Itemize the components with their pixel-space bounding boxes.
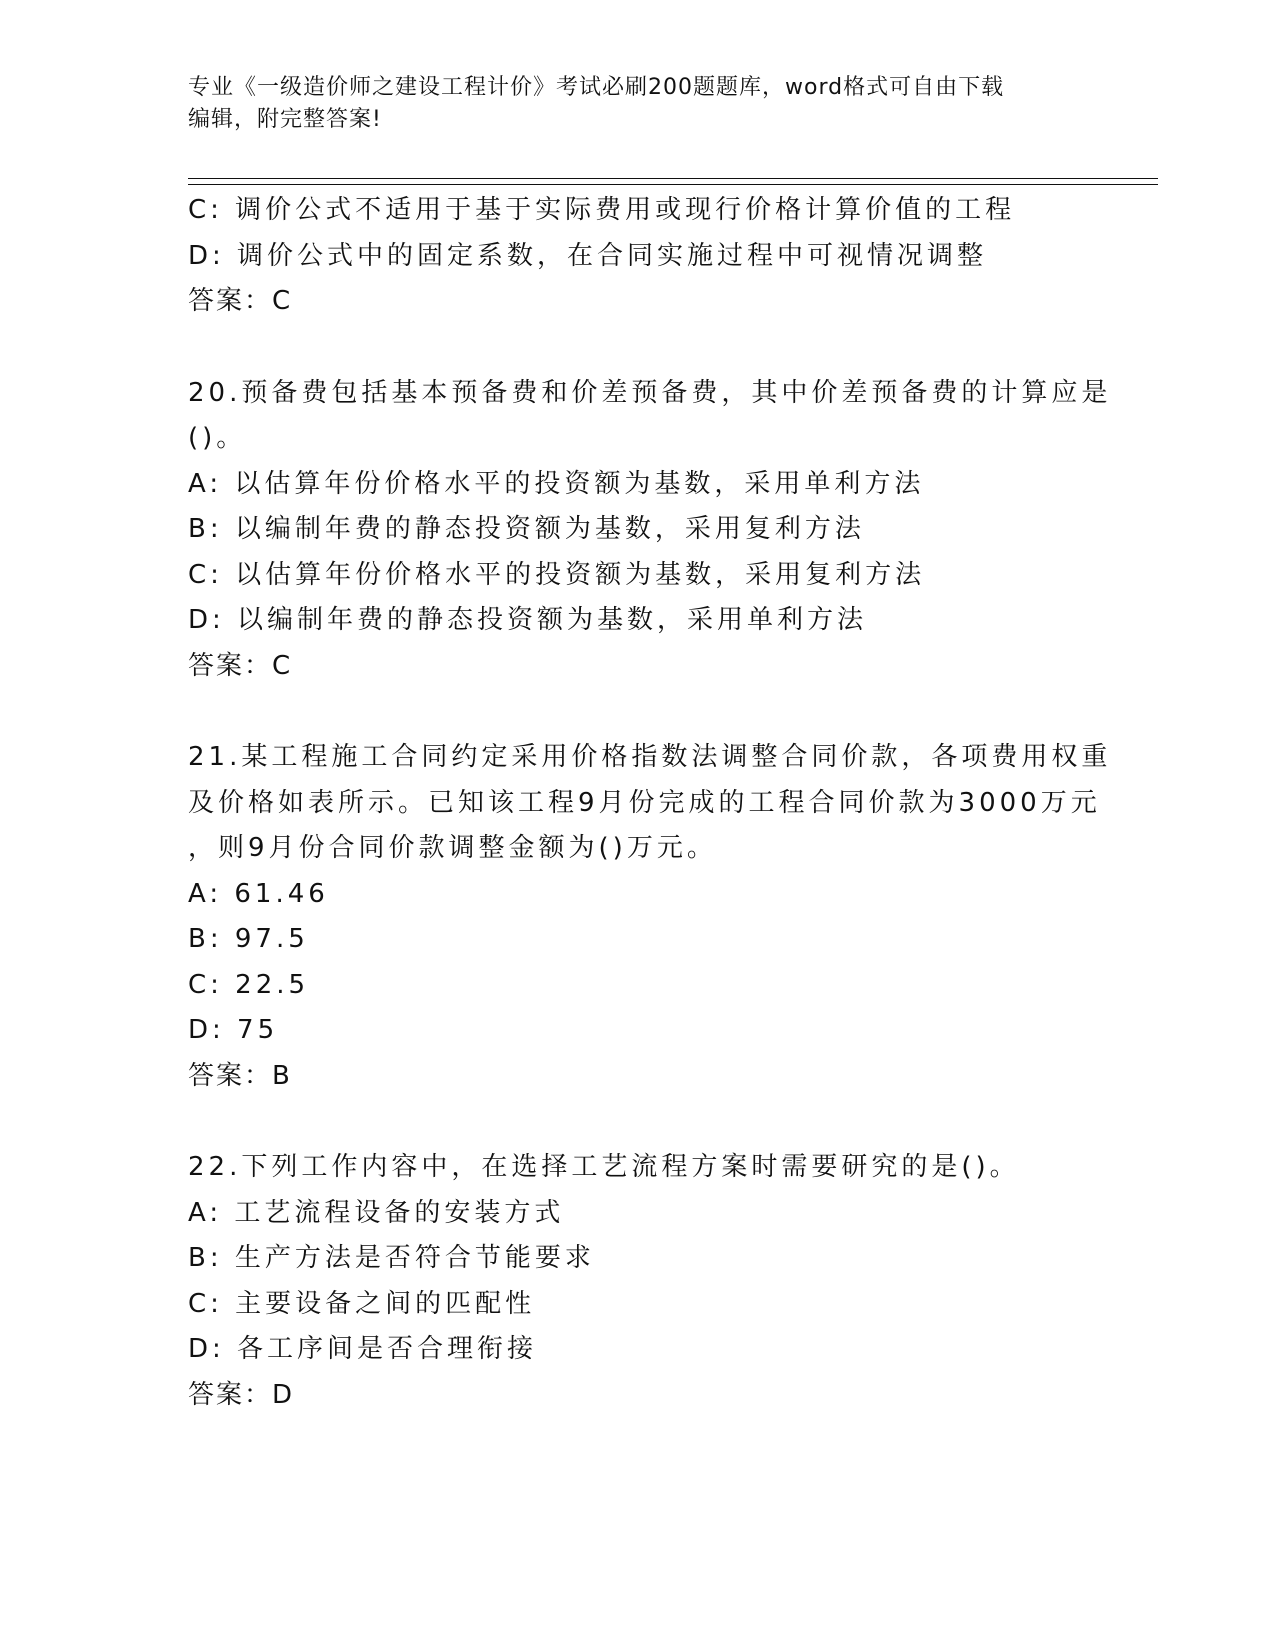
option-c: C: 主要设备之间的匹配性	[188, 1288, 536, 1319]
option-c: C: 以估算年份价格水平的投资额为基数，采用复利方法	[188, 559, 926, 590]
option-d: D: 75	[188, 1015, 279, 1045]
question-19-tail	[188, 188, 1088, 325]
option-b: B: 以编制年费的静态投资额为基数，采用复利方法	[188, 514, 865, 544]
question-20	[188, 371, 1112, 690]
option-d: D: 各工序间是否合理衔接	[188, 1334, 538, 1364]
stem-line: 20.预备费包括基本预备费和价差预备费，其中价差预备费的计算应是	[188, 377, 1112, 408]
question-stem	[188, 371, 1112, 462]
option-d: D: 调价公式中的固定系数，在合同实施过程中可视情况调整	[188, 240, 988, 271]
header-line-2: 编辑，附完整答案!	[188, 107, 382, 132]
spacer	[188, 689, 1088, 735]
stem-line: 21.某工程施工合同约定采用价格指数法调整合同价款，各项费用权重	[188, 742, 1112, 772]
spacer	[188, 325, 1088, 371]
option-c: C: 调价公式不适用于基于实际费用或现行价格计算价值的工程	[188, 195, 1016, 225]
option-a: A: 工艺流程设备的安装方式	[188, 1197, 565, 1228]
question-22	[188, 1145, 1088, 1418]
question-list	[188, 188, 1112, 1418]
stem-line: 22.下列工作内容中，在选择工艺流程方案时需要研究的是()。	[188, 1152, 1020, 1182]
option-a: A: 以估算年份价格水平的投资额为基数，采用单利方法	[188, 468, 925, 499]
header-line-1: 专业《一级造价师之建设工程计价》考试必刷200题题库，word格式可自由下载	[188, 75, 1005, 100]
page-header	[188, 72, 1068, 136]
stem-line: 及价格如表所示。已知该工程9月份完成的工程合同价款为3000万元	[188, 787, 1101, 818]
question-stem	[188, 735, 1112, 872]
option-b: B: 生产方法是否符合节能要求	[188, 1243, 595, 1273]
answer: 答案：D	[188, 1379, 295, 1410]
answer: 答案：B	[188, 1060, 292, 1091]
option-c: C: 22.5	[188, 969, 310, 1000]
spacer	[188, 1099, 1088, 1145]
option-b: B: 97.5	[188, 924, 309, 954]
answer: 答案：C	[188, 286, 293, 316]
answer: 答案：C	[188, 650, 293, 681]
option-a: A: 61.46	[188, 878, 329, 909]
question-stem	[188, 1145, 1088, 1191]
header-divider	[188, 178, 1158, 185]
question-21	[188, 735, 1112, 1099]
option-d: D: 以编制年费的静态投资额为基数，采用单利方法	[188, 605, 868, 635]
stem-line: ()。	[188, 423, 247, 453]
stem-line: ，则9月份合同价款调整金额为()万元。	[188, 833, 717, 863]
